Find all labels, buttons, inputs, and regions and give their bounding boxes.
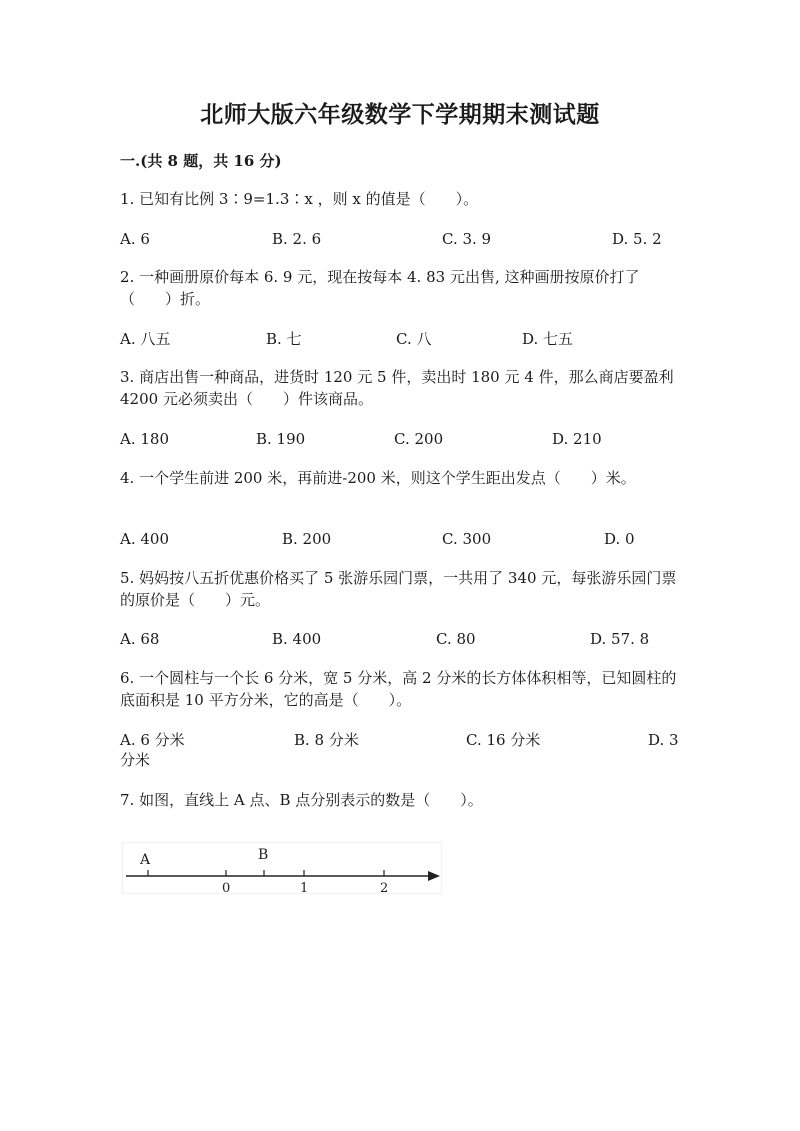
number-line-figure — [122, 842, 442, 894]
question-1: 1. 已知有比例 3∶9=1.3∶x ，则 x 的值是（ ）。 — [120, 190, 479, 208]
question-5: 5. 妈妈按八五折优惠价格买了 5 张游乐园门票，一共用了 340 元，每张游乐园门票的原价是（ ）元。 — [120, 569, 677, 609]
option-b: B. 8 分米 — [294, 731, 359, 749]
question-3-options — [120, 428, 680, 450]
option-a: A. 68 — [120, 630, 160, 648]
tick-label-0: 0 — [222, 881, 231, 894]
option-a: A. 八五 — [120, 330, 171, 348]
option-b: B. 190 — [256, 430, 306, 448]
question-6: 6. 一个圆柱与一个长 6 分米，宽 5 分米，高 2 分米的长方体体积相等，已知圆柱的底面积是 10 平方分米，它的高是（ ）。 — [120, 669, 677, 709]
option-c: C. 300 — [442, 530, 492, 548]
option-d: D. 3 — [648, 731, 679, 749]
question-2-options — [120, 328, 680, 350]
tick-label-2: 2 — [380, 881, 389, 894]
question-1-options — [120, 228, 680, 250]
question-5-options — [120, 628, 680, 650]
option-d: D. 210 — [552, 430, 602, 448]
option-d: D. 七五 — [522, 330, 574, 348]
option-c: C. 3. 9 — [442, 230, 492, 248]
figure-frame — [122, 842, 442, 894]
option-c: C. 80 — [436, 630, 476, 648]
tick-label-1: 1 — [300, 881, 309, 894]
question-4-options — [120, 528, 680, 550]
number-line-svg — [122, 842, 442, 894]
section-header: 一.(共 8 题，共 16 分) — [120, 152, 282, 170]
option-c: C. 16 分米 — [466, 731, 541, 749]
option-b: B. 七 — [266, 330, 302, 348]
option-d: D. 5. 2 — [612, 230, 662, 248]
option-d-unit: 分米 — [120, 751, 151, 769]
option-a: A. 400 — [120, 530, 169, 548]
question-2: 2. 一种画册原价每本 6. 9 元，现在按每本 4. 83 元出售, 这种画册按原价打了（ ）折。 — [120, 268, 640, 308]
question-6-options — [120, 729, 680, 751]
option-a: A. 6 分米 — [120, 731, 185, 749]
option-a: A. 180 — [120, 430, 169, 448]
point-b-label: B — [258, 847, 269, 863]
option-b: B. 200 — [282, 530, 332, 548]
option-c: C. 八 — [396, 330, 432, 348]
option-c: C. 200 — [394, 430, 444, 448]
option-b: B. 2. 6 — [272, 230, 322, 248]
question-3: 3. 商店出售一种商品，进货时 120 元 5 件，卖出时 180 元 4 件，那么商店要盈利 4200 元必须卖出（ ）件该商品。 — [120, 368, 674, 408]
exam-title: 北师大版六年级数学下学期期末测试题 — [200, 101, 600, 128]
question-6-options-wrap — [120, 749, 680, 771]
option-b: B. 400 — [272, 630, 322, 648]
option-a: A. 6 — [120, 230, 150, 248]
option-d: D. 0 — [604, 530, 635, 548]
option-d: D. 57. 8 — [590, 630, 650, 648]
point-a-label: A — [140, 852, 151, 868]
question-7: 7. 如图，直线上 A 点、B 点分别表示的数是（ ）。 — [120, 791, 483, 809]
question-4: 4. 一个学生前进 200 米，再前进-200 米，则这个学生距出发点（ ）米。 — [120, 469, 636, 487]
arrow-head-icon — [428, 871, 440, 881]
